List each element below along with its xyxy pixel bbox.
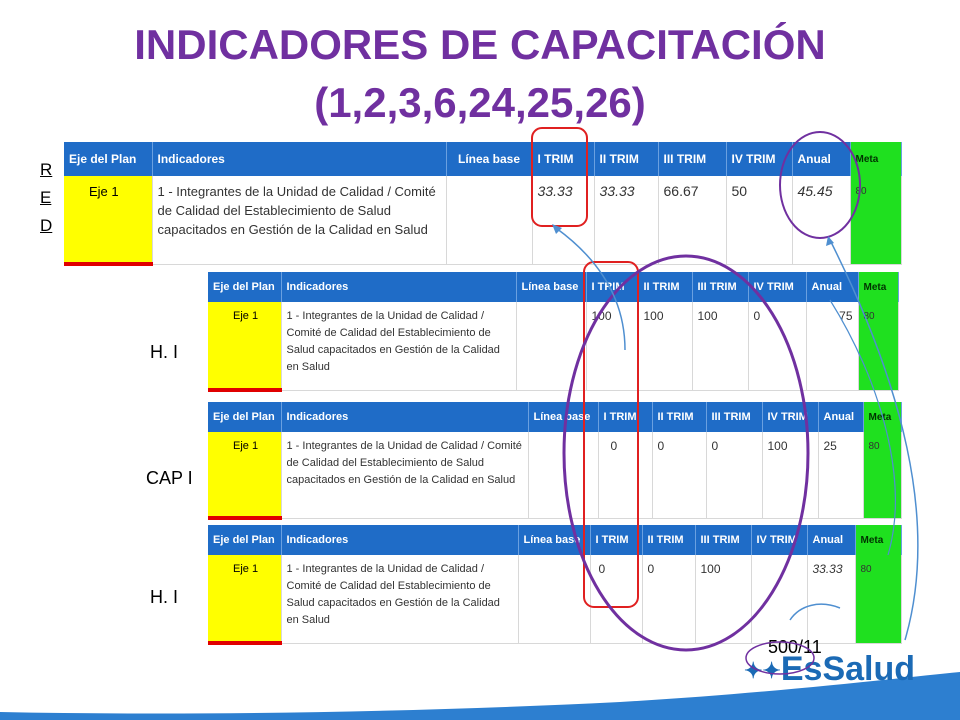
table-row	[64, 176, 901, 264]
col-t1-header: I TRIM	[598, 402, 652, 432]
t3-cell: 100	[695, 555, 751, 643]
t2-cell: 33.33	[594, 176, 658, 264]
t1-cell: 33.33	[532, 176, 594, 264]
col-eje-header: Eje del Plan	[208, 525, 281, 555]
t3-cell: 100	[692, 302, 748, 390]
col-t2-header: II TRIM	[638, 272, 692, 302]
col-meta-header: Meta	[855, 525, 901, 555]
linea-cell	[446, 176, 532, 264]
indicator-table-h1	[208, 272, 899, 392]
col-t4-header: IV TRIM	[748, 272, 806, 302]
col-t1-header: I TRIM	[586, 272, 638, 302]
table-row	[208, 555, 901, 643]
anual-cell: 45.45	[792, 176, 850, 264]
t2-cell: 100	[638, 302, 692, 390]
t4-cell: 100	[762, 432, 818, 518]
side-label-h1: H. I	[150, 342, 179, 362]
col-linea-header: Línea base	[446, 142, 532, 176]
indicator-table-red	[64, 142, 902, 266]
col-linea-header: Línea base	[518, 525, 590, 555]
col-t2-header: II TRIM	[642, 525, 695, 555]
col-t4-header: IV TRIM	[751, 525, 807, 555]
table-row	[208, 302, 898, 390]
col-indicadores-header: Indicadores	[152, 142, 446, 176]
eje-cell: Eje 1	[208, 555, 281, 643]
eje-cell: Eje 1	[208, 432, 281, 518]
eje-cell: Eje 1	[64, 176, 152, 264]
meta-cell: 80	[863, 432, 901, 518]
col-linea-header: Línea base	[528, 402, 598, 432]
t3-cell: 0	[706, 432, 762, 518]
anual-cell: 75	[806, 302, 858, 390]
indicator-table-h2	[208, 525, 902, 645]
logo-text: EsSalud	[780, 650, 916, 688]
side-label-h2: H. I	[150, 587, 179, 607]
t1-cell: 0	[598, 432, 652, 518]
col-t3-header: III TRIM	[658, 142, 726, 176]
t2-cell: 0	[642, 555, 695, 643]
side-label-red-d: D	[40, 216, 53, 235]
linea-cell	[518, 555, 590, 643]
col-meta-header: Meta	[850, 142, 901, 176]
col-t4-header: IV TRIM	[726, 142, 792, 176]
page-subtitle: (1,2,3,6,24,25,26)	[314, 79, 646, 126]
side-label-cap: CAP I	[146, 468, 193, 488]
col-anual-header: Anual	[806, 272, 858, 302]
table-header-row	[208, 525, 901, 555]
t3-cell: 66.67	[658, 176, 726, 264]
essalud-logo	[744, 650, 915, 689]
col-eje-header: Eje del Plan	[208, 402, 281, 432]
logo-figures-icon: ✦✦	[744, 658, 781, 684]
linea-cell	[528, 432, 598, 518]
col-t2-header: II TRIM	[652, 402, 706, 432]
indicador-cell: 1 - Integrantes de la Unidad de Calidad / Comité de Calidad del Establecimiento de Salud capacitados en Gestión de la Calidad en Salud	[152, 176, 446, 264]
table-header-row	[208, 272, 898, 302]
meta-cell: 80	[858, 302, 898, 390]
table-header-row	[64, 142, 901, 176]
col-t1-header: I TRIM	[590, 525, 642, 555]
col-indicadores-header: Indicadores	[281, 272, 516, 302]
page-number: 500/11	[768, 637, 822, 657]
t4-cell	[751, 555, 807, 643]
col-linea-header: Línea base	[516, 272, 586, 302]
t1-cell: 100	[586, 302, 638, 390]
indicador-cell: 1 - Integrantes de la Unidad de Calidad / Comité de Calidad del Establecimiento de Salud capacitados en Gestión de la Calidad en Salud	[281, 302, 516, 390]
side-label-red-r: R	[40, 160, 53, 179]
eje-cell: Eje 1	[208, 302, 281, 390]
col-t2-header: II TRIM	[594, 142, 658, 176]
col-anual-header: Anual	[792, 142, 850, 176]
t1-cell: 0	[590, 555, 642, 643]
table-row	[208, 432, 901, 518]
indicador-cell: 1 - Integrantes de la Unidad de Calidad / Comité de Calidad del Establecimiento de Salud capacitados en Gestión de la Calidad en Salud	[281, 555, 518, 643]
col-meta-header: Meta	[863, 402, 901, 432]
meta-cell: 80	[850, 176, 901, 264]
anual-cell: 25	[818, 432, 863, 518]
col-indicadores-header: Indicadores	[281, 525, 518, 555]
t2-cell: 0	[652, 432, 706, 518]
t4-cell: 50	[726, 176, 792, 264]
col-meta-header: Meta	[858, 272, 898, 302]
meta-cell: 80	[855, 555, 901, 643]
indicator-table-cap	[208, 402, 902, 520]
col-t1-header: I TRIM	[532, 142, 594, 176]
col-anual-header: Anual	[807, 525, 855, 555]
col-t3-header: III TRIM	[706, 402, 762, 432]
t4-cell: 0	[748, 302, 806, 390]
side-label-red-e: E	[40, 188, 52, 207]
col-t4-header: IV TRIM	[762, 402, 818, 432]
table-header-row	[208, 402, 901, 432]
col-indicadores-header: Indicadores	[281, 402, 528, 432]
col-t3-header: III TRIM	[692, 272, 748, 302]
linea-cell	[516, 302, 586, 390]
col-t3-header: III TRIM	[695, 525, 751, 555]
col-anual-header: Anual	[818, 402, 863, 432]
col-eje-header: Eje del Plan	[64, 142, 152, 176]
indicador-cell: 1 - Integrantes de la Unidad de Calidad / Comité de Calidad del Establecimiento de Salud capacitados en Gestión de la Calidad en Salud	[281, 432, 528, 518]
page-title: INDICADORES DE CAPACITACIÓN	[134, 21, 826, 68]
anual-cell: 33.33	[807, 555, 855, 643]
col-eje-header: Eje del Plan	[208, 272, 281, 302]
